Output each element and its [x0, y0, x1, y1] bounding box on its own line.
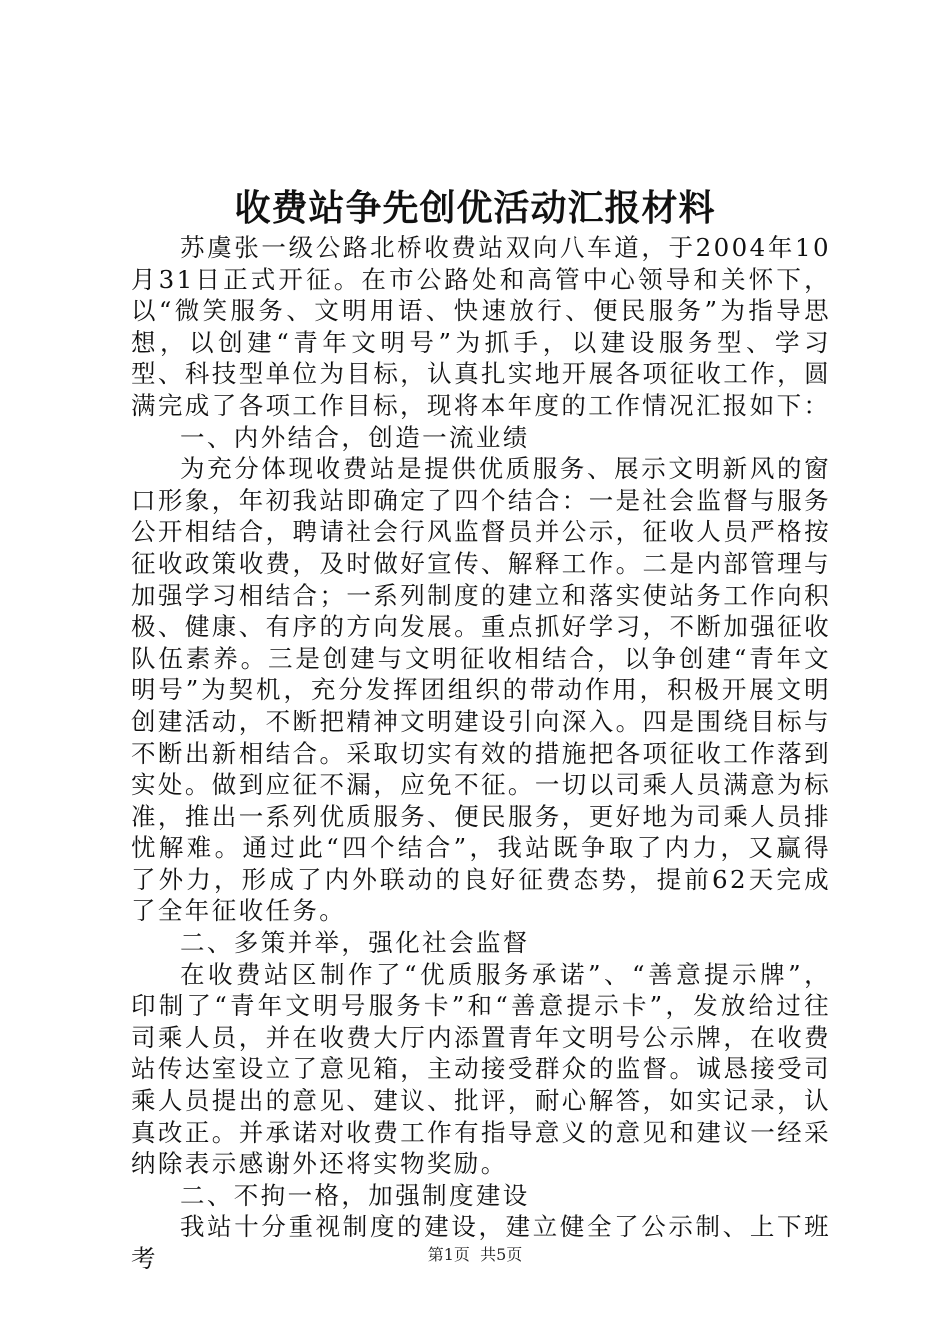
document-title: 收费站争先创优活动汇报材料	[234, 187, 716, 229]
section-heading-1: 一、内外结合，创造一流业绩	[180, 422, 530, 452]
section-heading-2: 二、多策并举，强化社会监督	[180, 928, 530, 958]
page-number-label: 第1页 共5页	[427, 1245, 523, 1264]
paragraph-section-3: 我站十分重视制度的建设，建立健全了公示制、上下班考	[131, 1212, 831, 1273]
page-footer	[0, 1245, 950, 1265]
paragraph-section-1: 为充分体现收费站是提供优质服务、展示文明新风的窗口形象，年初我站即确定了四个结合：一是社会监督与服务公开相结合，聘请社会行风监督员并公示，征收人员严格按征收政策收费，及时做好宣传、解释工作。二是内部管理与加强学习相结合；一系列制度的建立和落实使站务工作向积极、健康、有序的方向发展。重点抓好学习，不断加强征收队伍素养。三是创建与文明征收相结合，以争创建“青年文明号”为契机，充分发挥团组织的带动作用，积极开展文明创建活动，不断把精神文明建设引向深入。四是围绕目标与不断出新相结合。采取切实有效的措施把各项征收工作落到实处。做到应征不漏，应免不征。一切以司乘人员满意为标准，推出一系列优质服务、便民服务，更好地为司乘人员排忧解难。通过此“四个结合”，我站既争取了内力，又赢得了外力，形成了内外联动的良好征费态势，提前62天完成了全年征收任务。	[131, 454, 831, 926]
paragraph-section-2: 在收费站区制作了“优质服务承诺”、“善意提示牌”，印制了“青年文明号服务卡”和“善意提示卡”，发放给过往司乘人员，并在收费大厅内添置青年文明号公示牌，在收费站传达室设立了意见箱，主动接受群众的监督。诚恳接受司乘人员提出的意见、建议、批评，耐心解答，如实记录，认真改正。并承诺对收费工作有指导意义的意见和建议一经采纳除表示感谢外还将实物奖励。	[131, 959, 831, 1179]
document-body	[131, 232, 831, 1275]
section-heading-3: 二、不拘一格，加强制度建设	[180, 1180, 530, 1210]
paragraph-intro: 苏虞张一级公路北桥收费站双向八车道，于2004年10月31日正式开征。在市公路处和高管中心领导和关怀下，以“微笑服务、文明用语、快速放行、便民服务”为指导思想，以创建“青年文明号”为抓手，以建设服务型、学习型、科技型单位为目标，认真扎实地开展各项征收工作，圆满完成了各项工作目标，现将本年度的工作情况汇报如下：	[131, 233, 831, 420]
